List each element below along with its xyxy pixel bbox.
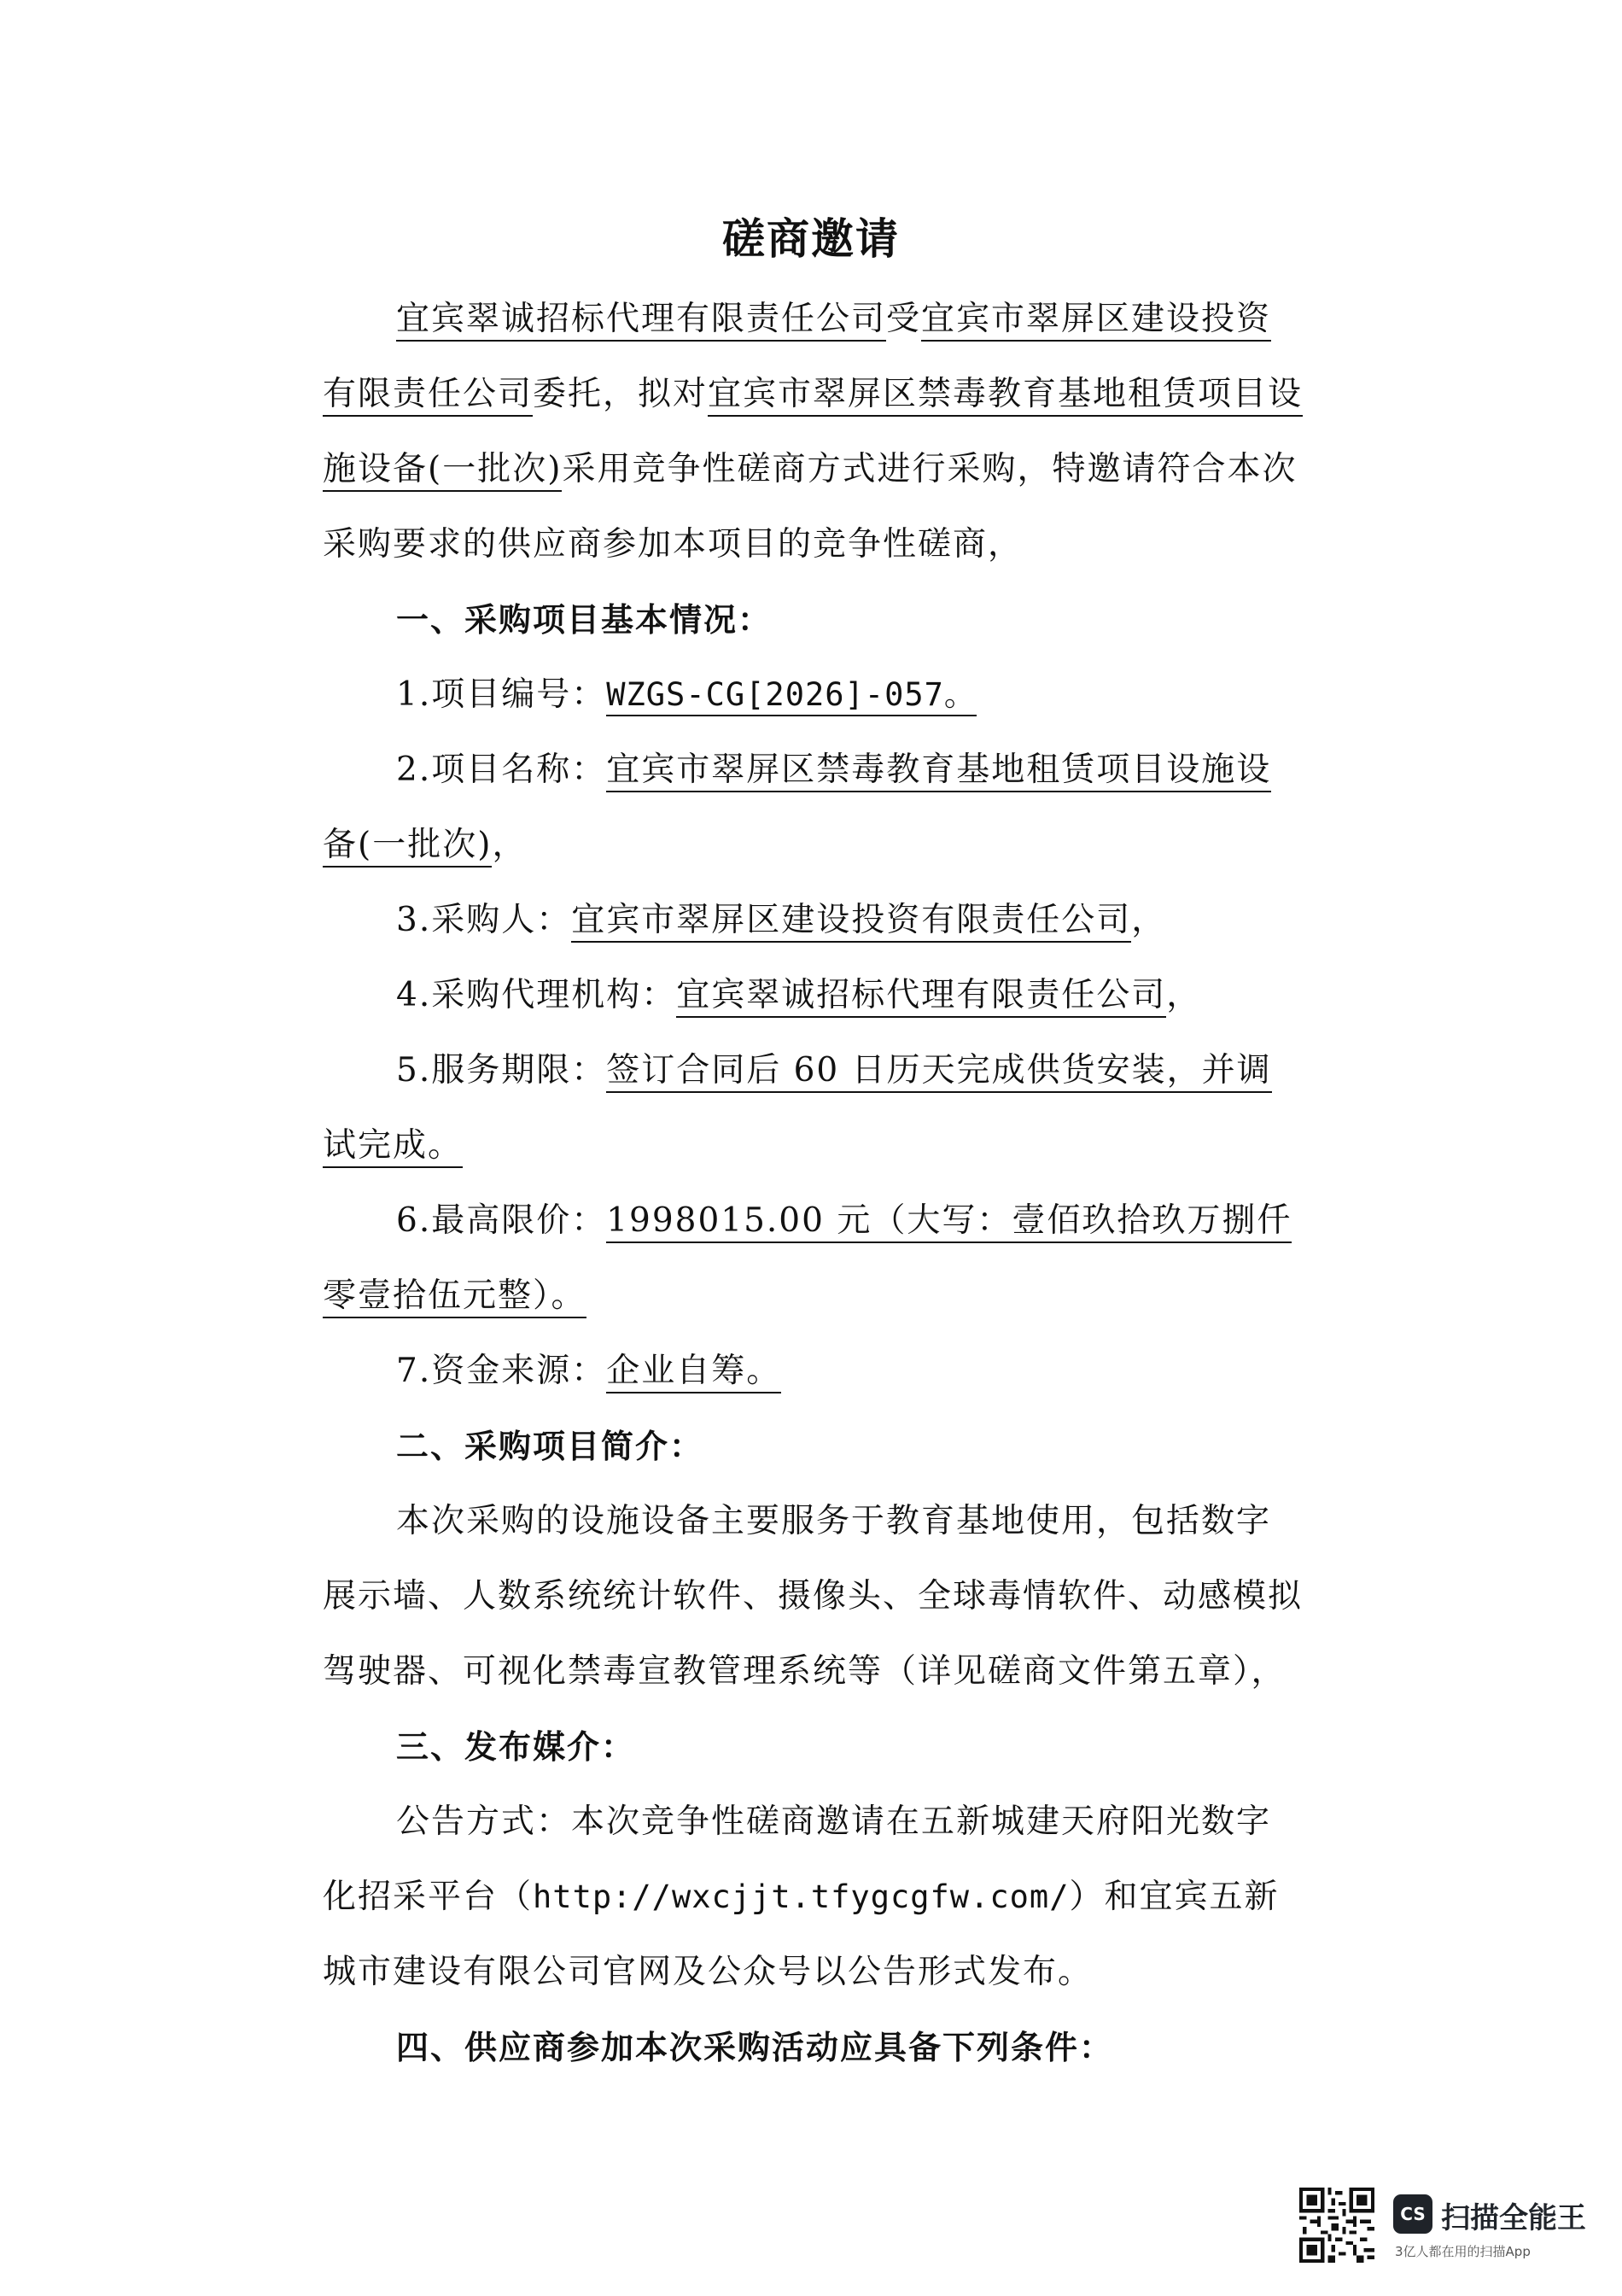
item-value: WZGS-CG[2026]-057。 [606,676,977,716]
purchaser-name: 宜宾市翠屏区建设投资有限责任公司 [323,300,1271,417]
section-heading-3: 三、发布媒介： [396,1728,636,1766]
camscanner-tagline: 3亿人都在用的扫描App [1395,2244,1531,2259]
intro-text-1: 受 [886,300,922,338]
camscanner-logo-icon: CS [1393,2194,1432,2234]
section3-lead: 公告方式：本次竞争性磋商邀请在五新城建天府阳光数字化招采平台（ [323,1802,1272,1916]
document-title: 磋商邀请 [722,214,900,264]
section-heading-2: 二、采购项目简介： [396,1428,704,1465]
section-heading-4: 四、供应商参加本次采购活动应具备下列条件： [396,2029,1114,2066]
section3-text [323,1785,1304,2010]
item-tail: ， [492,826,528,864]
item-max-price [323,1183,1304,1334]
qr-code-icon [1299,2186,1374,2264]
item-label: 1.项目编号： [396,675,607,714]
item-value: 企业自筹。 [606,1352,781,1393]
item-tail: ， [1166,976,1202,1014]
section2-text: 本次采购的设施设备主要服务于教育基地使用，包括数字展示墙、人数系统统计软件、摄像头、全球毒情软件、动感模拟驾驶器、可视化禁毒宣教管理系统等（详见磋商文件第五章）， [323,1502,1304,1691]
item-purchaser [323,883,1304,958]
camscanner-name: 扫描全能王 [1441,2201,1586,2235]
project-name: 宜宾市翠屏区禁毒教育基地租赁项目设施设备(一批次) [323,375,1303,492]
item-label: 6.最高限价： [396,1201,607,1240]
section-heading-1: 一、采购项目基本情况： [396,601,773,639]
document-body [323,282,1304,2085]
item-label: 3.采购人： [396,901,572,939]
item-agency [323,958,1304,1033]
item-value: 签订合同后 60 日历天完成供货安装，并调试完成。 [323,1051,1272,1168]
item-project-number [323,657,1304,733]
platform-url: http://wxcjjt.tfygcgfw.com/ [533,1878,1070,1915]
intro-text-3: 采用竞争性磋商方式进行采购，特邀请符合本次采购要求的供应商参加本项目的竞争性磋商， [323,450,1298,564]
item-tail: ， [1131,901,1167,939]
item-project-name [323,733,1304,883]
item-label: 5.服务期限： [396,1051,607,1090]
intro-paragraph [323,282,1304,582]
item-value: 宜宾市翠屏区禁毒教育基地租赁项目设施设备(一批次) [323,751,1271,868]
section3-tail: ）和宜宾五新城市建设有限公司官网及公众号以公告形式发布。 [323,1878,1280,1991]
item-service-period [323,1033,1304,1183]
item-value: 1998015.00 元（大写：壹佰玖拾玖万捌仟零壹拾伍元整）。 [323,1201,1292,1318]
item-value: 宜宾翠诚招标代理有限责任公司 [676,976,1166,1018]
agent-name: 宜宾翠诚招标代理有限责任公司 [396,300,886,342]
item-label: 4.采购代理机构： [396,976,677,1014]
intro-text-2: 委托，拟对 [533,375,709,413]
item-label: 2.项目名称： [396,751,607,789]
item-value: 宜宾市翠屏区建设投资有限责任公司 [571,901,1131,943]
item-funding-source [323,1334,1304,1409]
scanner-watermark [1299,2182,1590,2276]
item-label: 7.资金来源： [396,1352,607,1390]
